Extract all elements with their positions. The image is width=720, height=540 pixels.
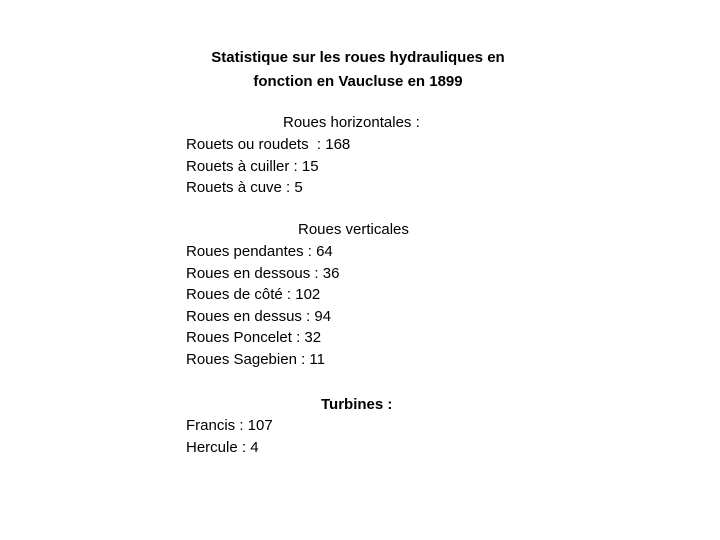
list-item: Roues en dessus : 94	[186, 307, 332, 325]
list-item: Rouets à cuiller : 15	[186, 157, 319, 175]
heading-horizontal-wheels: Roues horizontales :	[283, 114, 420, 131]
list-item: Roues de côté : 102	[186, 286, 321, 303]
list-item: Francis : 107	[186, 417, 273, 434]
list-item: Roues en dessous : 36	[186, 264, 340, 282]
list-item: Roues Poncelet : 32	[186, 329, 322, 346]
list-item: Roues pendantes : 64	[186, 243, 333, 260]
title-line-2: fonction en Vaucluse en 1899	[253, 73, 463, 90]
list-vertical-wheels	[186, 241, 339, 370]
list-turbines	[186, 415, 273, 458]
list-item: Hercule : 4	[186, 438, 259, 456]
title-line-1: Statistique sur les roues hydrauliques en	[211, 49, 505, 66]
list-horizontal-wheels	[186, 134, 350, 199]
list-item: Rouets ou roudets : 168	[186, 136, 351, 153]
list-item: Rouets à cuve : 5	[186, 179, 303, 196]
list-item: Roues Sagebien : 11	[186, 350, 325, 368]
heading-vertical-wheels: Roues verticales	[298, 221, 409, 238]
document-title	[150, 46, 566, 94]
heading-turbines: Turbines :	[321, 396, 393, 413]
